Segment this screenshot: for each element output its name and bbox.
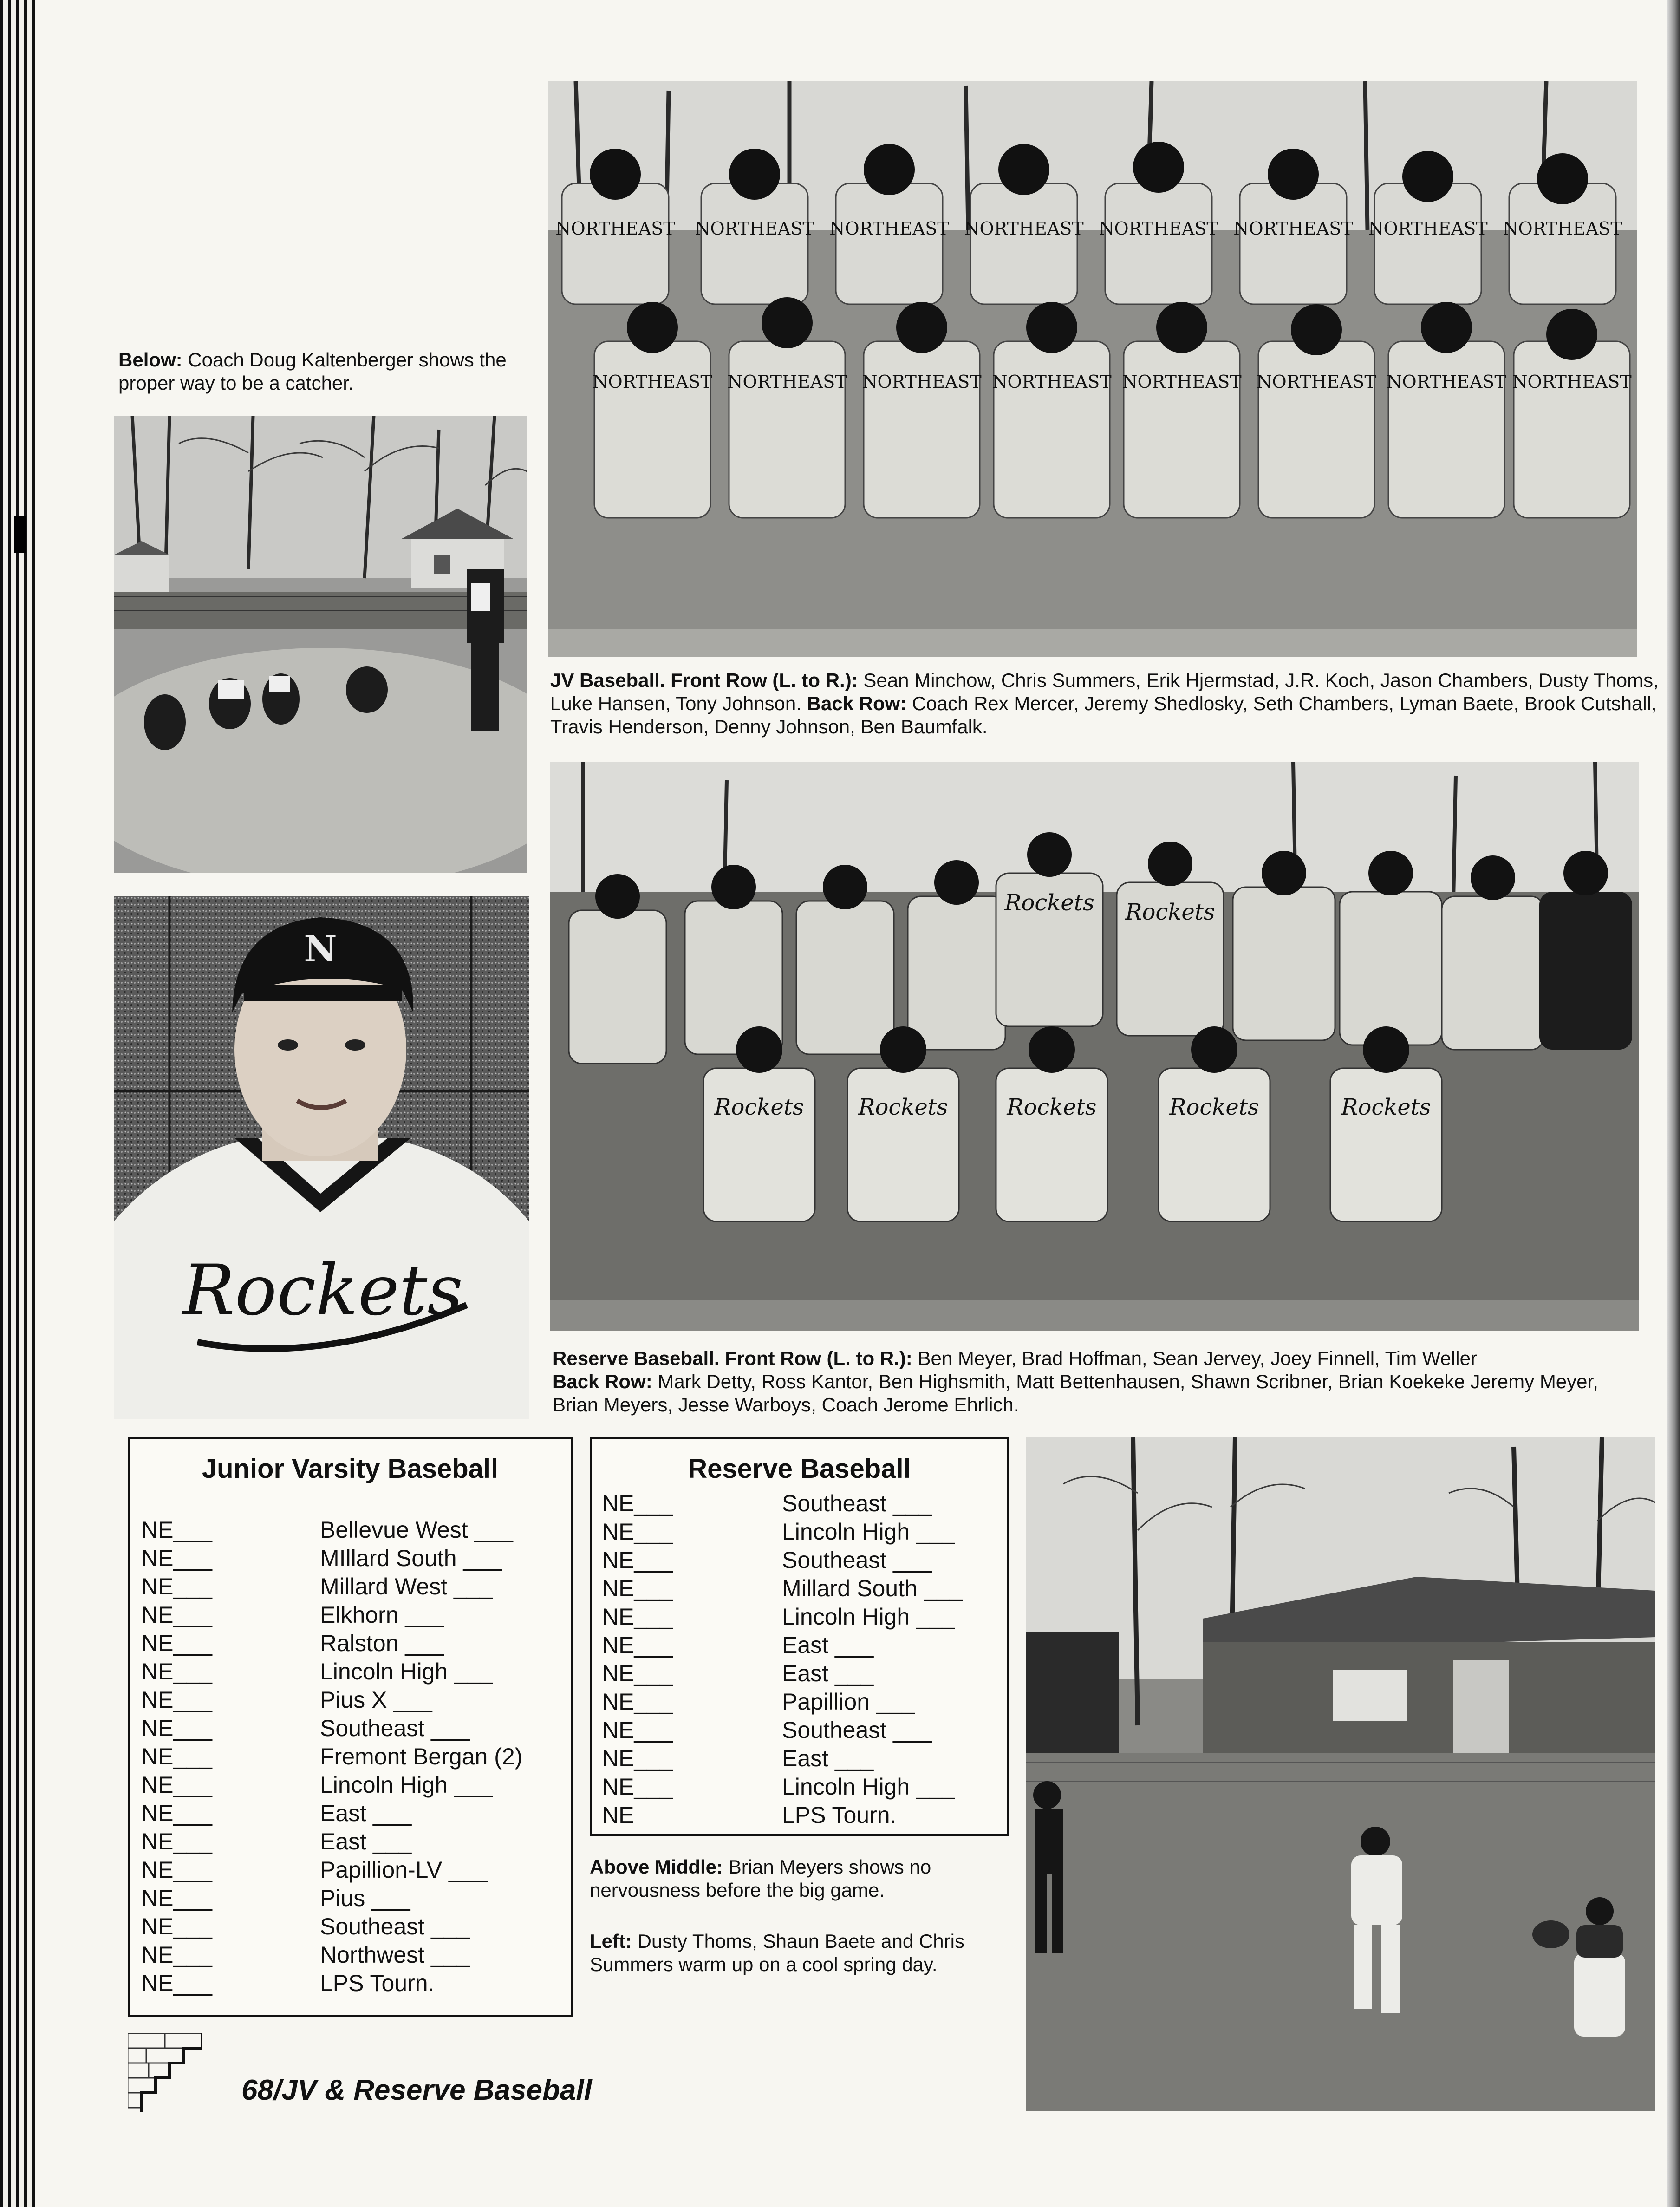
caption-text: Dusty Thoms, Shaun Baete and Chris Summers warm up on a cool spring day. (590, 1930, 964, 1975)
jv-jersey-label: NORTHEAST (964, 218, 1084, 239)
opponent: Southeast ___ (782, 1547, 932, 1573)
jv-jersey-label: NORTHEAST (1512, 372, 1632, 392)
opponent: East ___ (320, 1828, 412, 1854)
caption-text: Ben Meyer, Brad Hoffman, Sean Jervey, Joey Finnell, Tim Weller (918, 1347, 1477, 1369)
jv-jersey-label: NORTHEAST (1387, 372, 1506, 392)
schedule-row (130, 1941, 571, 1969)
caption-label: Below: (118, 349, 182, 371)
opponent: East ___ (320, 1800, 412, 1826)
photo-catcher-drill (114, 416, 527, 873)
ne-score: NE___ (141, 1913, 212, 1939)
caption-coach-catcher (118, 348, 527, 395)
schedule-row (130, 1856, 571, 1884)
ne-score: NE___ (602, 1604, 673, 1630)
caption-label: Reserve Baseball. Front Row (L. to R.): (553, 1347, 912, 1369)
jv-jersey-label: NORTHEAST (555, 218, 675, 239)
ne-score: NE___ (602, 1547, 673, 1573)
opponent: East ___ (782, 1660, 874, 1686)
caption-reserve-team (553, 1347, 1641, 1417)
reserve-schedule-title: Reserve Baseball (688, 1454, 911, 1484)
schedule-row (130, 1516, 571, 1544)
photo-warm-up (1026, 1437, 1655, 2111)
opponent: Southeast ___ (782, 1490, 932, 1516)
ne-score: NE___ (602, 1774, 673, 1800)
schedule-row (130, 1884, 571, 1913)
schedule-row (592, 1603, 1007, 1631)
opponent: Northwest ___ (320, 1942, 470, 1968)
caption-text: Coach Doug Kaltenberger shows the proper way to be a catcher. (118, 349, 507, 394)
jv-jersey-label: NORTHEAST (992, 372, 1112, 392)
reserve-jersey-label: Rockets (714, 1094, 804, 1120)
ne-score: NE___ (602, 1717, 673, 1743)
schedule-row (592, 1801, 1007, 1829)
opponent: Lincoln High ___ (782, 1519, 955, 1545)
opponent: Lincoln High ___ (320, 1772, 493, 1798)
opponent: Papillion ___ (782, 1689, 915, 1715)
jv-jersey-label: NORTHEAST (862, 372, 982, 392)
caption-label: JV Baseball. Front Row (L. to R.): (550, 669, 858, 691)
schedule-row (592, 1574, 1007, 1603)
ne-score: NE (602, 1802, 634, 1828)
ne-score: NE___ (602, 1490, 673, 1516)
ne-score: NE___ (602, 1519, 673, 1545)
reserve-jersey-label: Rockets (1004, 890, 1094, 916)
schedule-row (130, 1969, 571, 1998)
opponent: MIllard South ___ (320, 1545, 502, 1571)
opponent: Southeast ___ (782, 1717, 932, 1743)
ne-score: NE___ (602, 1632, 673, 1658)
reserve-jersey-label: Rockets (1169, 1094, 1259, 1120)
jv-schedule-title: Junior Varsity Baseball (202, 1454, 499, 1484)
ne-score: NE___ (602, 1660, 673, 1686)
jv-jersey-label: NORTHEAST (1099, 218, 1218, 239)
opponent: Southeast ___ (320, 1715, 470, 1741)
schedule-row (592, 1518, 1007, 1546)
photo-jv-team (548, 81, 1637, 657)
jv-jersey-label: NORTHEAST (1368, 218, 1488, 239)
opponent: Lincoln High ___ (782, 1774, 955, 1800)
opponent: LPS Tourn. (320, 1970, 435, 1996)
jv-jersey-label: NORTHEAST (1503, 218, 1622, 239)
reserve-jersey-label: Rockets (1125, 899, 1215, 925)
ne-score: NE___ (602, 1689, 673, 1715)
ne-score: NE___ (141, 1800, 212, 1826)
jv-jersey-label: NORTHEAST (727, 372, 847, 392)
ne-score: NE___ (141, 1857, 212, 1883)
caption-label: Above Middle: (590, 1856, 723, 1878)
cap-letter: N (304, 928, 337, 970)
ne-score: NE___ (141, 1517, 212, 1543)
reserve-schedule-box (590, 1437, 1009, 1836)
schedule-row (592, 1489, 1007, 1518)
ne-score: NE___ (141, 1970, 212, 1996)
opponent: Papillion-LV ___ (320, 1857, 488, 1883)
jv-jersey-label: NORTHEAST (1233, 218, 1353, 239)
schedule-row (130, 1828, 571, 1856)
schedule-row (592, 1744, 1007, 1773)
caption-label-back: Back Row: (553, 1371, 652, 1392)
schedule-row (130, 1629, 571, 1658)
jv-schedule-box (128, 1437, 573, 2017)
reserve-jersey-label: Rockets (1007, 1094, 1097, 1120)
schedule-row (592, 1546, 1007, 1574)
photo-player-portrait (114, 896, 529, 1419)
schedule-row (130, 1913, 571, 1941)
jv-jersey-label: NORTHEAST (1122, 372, 1242, 392)
ne-score: NE___ (602, 1575, 673, 1601)
ne-score: NE___ (141, 1545, 212, 1571)
caption-text: Brian Meyers shows no nervousness before the big game. (590, 1856, 931, 1901)
opponent: Bellevue West ___ (320, 1517, 513, 1543)
opponent: Millard West ___ (320, 1574, 493, 1600)
brick-corner-graphic (128, 2033, 202, 2112)
binding-edge (0, 0, 35, 2207)
reserve-jersey-label: Rockets (1341, 1094, 1431, 1120)
opponent: East ___ (782, 1745, 874, 1771)
schedule-row (592, 1773, 1007, 1801)
jv-jersey-label: NORTHEAST (829, 218, 949, 239)
caption-text: Sean Minchow, Chris Summers, Erik Hjermstad, J.R. Koch, Jason Chambers, Dusty Thoms, Luke Hansen, Tony Johnson. (550, 669, 1659, 714)
ne-score: NE___ (141, 1828, 212, 1854)
ne-score: NE___ (141, 1602, 212, 1628)
schedule-row (130, 1686, 571, 1714)
ne-score: NE___ (141, 1772, 212, 1798)
schedule-row (130, 1544, 571, 1573)
ne-score: NE___ (141, 1715, 212, 1741)
schedule-row (130, 1658, 571, 1686)
photo-reserve-team (550, 762, 1639, 1331)
caption-above-middle (590, 1855, 1008, 1902)
caption-text-back: Mark Detty, Ross Kantor, Ben Highsmith, Matt Bettenhausen, Shawn Scribner, Brian Koekeke Jeremy Meyer, Brian Meyers, Jesse Warboys, Coach Jerome Ehrlich. (553, 1371, 1598, 1416)
caption-left (590, 1930, 1008, 1976)
schedule-row (592, 1631, 1007, 1659)
schedule-row (130, 1743, 571, 1771)
opponent: Lincoln High ___ (782, 1604, 955, 1630)
opponent: Millard South ___ (782, 1575, 963, 1601)
ne-score: NE___ (141, 1885, 212, 1911)
schedule-row (592, 1659, 1007, 1688)
opponent: East ___ (782, 1632, 874, 1658)
opponent: Lincoln High ___ (320, 1659, 493, 1685)
schedule-row (130, 1771, 571, 1799)
jv-jersey-label: NORTHEAST (593, 372, 712, 392)
schedule-row (592, 1688, 1007, 1716)
caption-text-back: Coach Rex Mercer, Jeremy Shedlosky, Seth Chambers, Lyman Baete, Brook Cutshall, Travis Henderson, Denny Johnson, Ben Baumfalk. (550, 692, 1657, 738)
ne-score: NE___ (141, 1659, 212, 1685)
caption-jv-team (550, 669, 1660, 738)
jv-jersey-label: NORTHEAST (1257, 372, 1376, 392)
ne-score: NE___ (141, 1574, 212, 1600)
ne-score: NE___ (141, 1942, 212, 1968)
opponent: Pius X ___ (320, 1687, 432, 1713)
ne-score: NE___ (141, 1743, 212, 1770)
portrait-jersey-text: Rockets (182, 1250, 463, 1331)
ne-score: NE___ (141, 1630, 212, 1656)
page-folio: 68/JV & Reserve Baseball (241, 2074, 592, 2106)
opponent: Southeast ___ (320, 1913, 470, 1939)
ne-score: NE___ (602, 1745, 673, 1771)
opponent: LPS Tourn. (782, 1802, 897, 1828)
caption-label-back: Back Row: (807, 692, 907, 714)
schedule-row (130, 1573, 571, 1601)
reserve-jersey-label: Rockets (858, 1094, 948, 1120)
schedule-row (130, 1799, 571, 1828)
binding-marker (14, 516, 26, 553)
opponent: Pius ___ (320, 1885, 410, 1911)
jv-jersey-label: NORTHEAST (695, 218, 814, 239)
opponent: Elkhorn ___ (320, 1602, 444, 1628)
page-edge (1667, 0, 1680, 2207)
schedule-row (130, 1601, 571, 1629)
schedule-row (130, 1714, 571, 1743)
schedule-row (592, 1716, 1007, 1744)
opponent: Fremont Bergan (2) (320, 1743, 523, 1770)
opponent: Ralston ___ (320, 1630, 444, 1656)
caption-label: Left: (590, 1930, 632, 1952)
ne-score: NE___ (141, 1687, 212, 1713)
